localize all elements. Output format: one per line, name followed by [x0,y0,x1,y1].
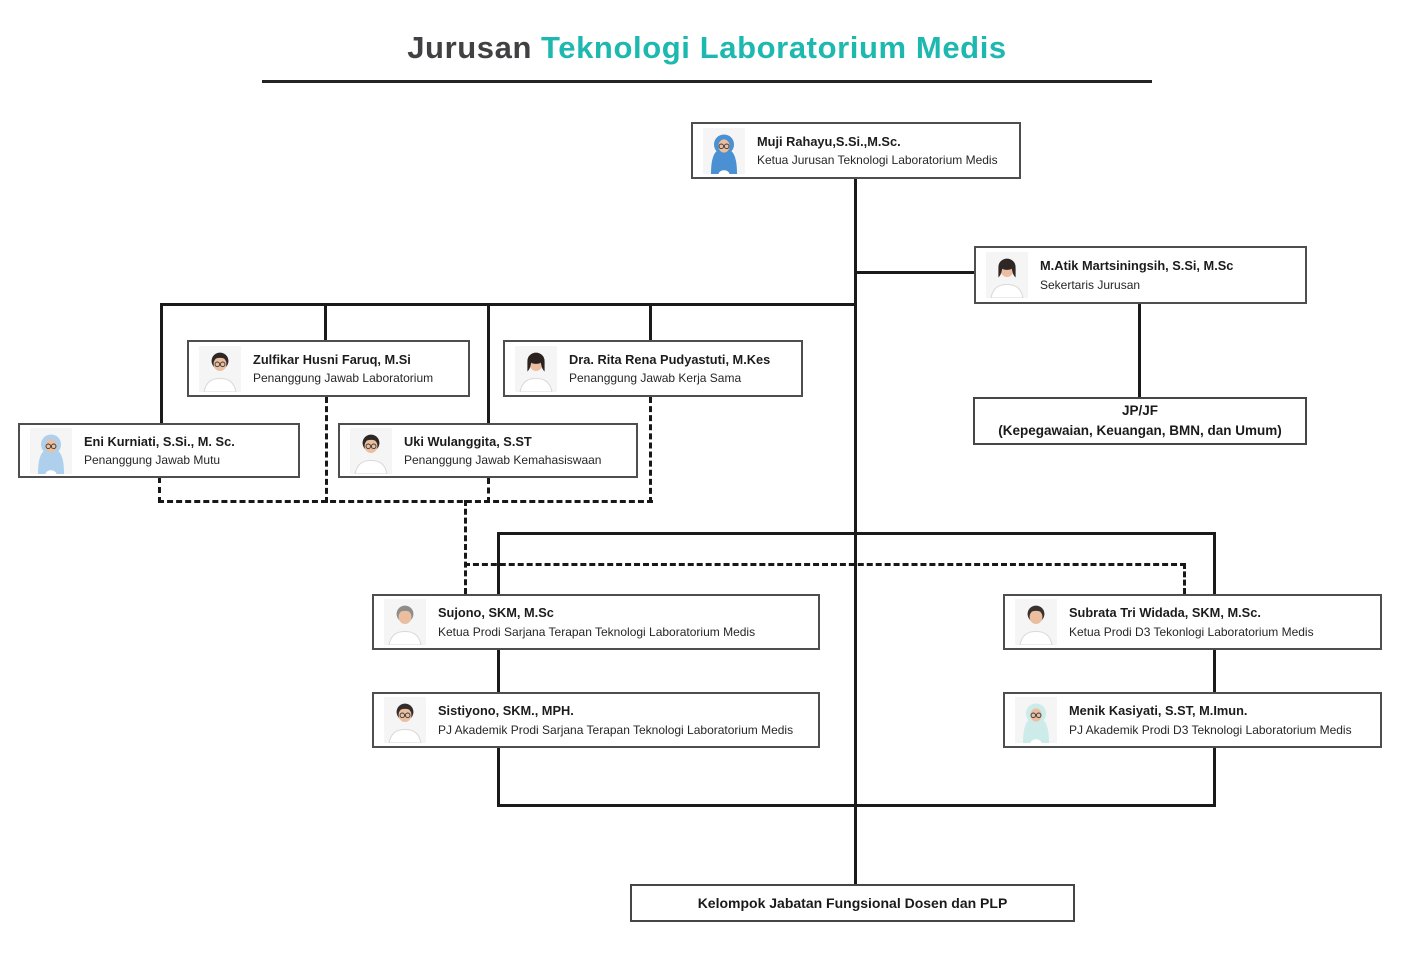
line-prodi-loop-top [497,532,1216,535]
card-pj-akademik-sarjana-terapan [372,692,820,748]
profile-photo [30,428,72,474]
person-name: Muji Rahayu,S.Si.,M.Sc. [757,133,901,149]
person-role: Ketua Prodi D3 Tekonlogi Laboratorium Medis [1069,624,1314,639]
line-riser-pj-mutu [160,303,163,423]
profile-photo [384,599,426,645]
dashed-drop-to-kaprodi-d3 [1183,563,1186,594]
profile-photo [515,346,557,392]
person-name: Eni Kurniati, S.Si., M. Sc. [84,433,235,449]
line-prodi-loop-left [497,532,500,807]
card-pj-akademik-d3 [1003,692,1382,748]
person-role: Ketua Jurusan Teknologi Laboratorium Medis [757,153,998,168]
card-pj-laboratorium [187,340,470,397]
profile-photo [986,252,1028,298]
person-role: PJ Akademik Prodi D3 Teknologi Laboratorium Medis [1069,722,1352,737]
dashed-bus-to-kaprodi-d3 [464,563,1186,566]
person-name: Menik Kasiyati, S.ST, M.Imun. [1069,703,1248,719]
person-name: Dra. Rita Rena Pudyastuti, M.Kes [569,351,771,367]
card-pj-mutu [18,423,300,478]
card-kaprodi-d3 [1003,594,1382,650]
dashed-drop-to-kaprodi-sarjana [464,500,467,594]
jpjf-subtitle: (Kepegawaian, Keuangan, BMN, dan Umum) [998,423,1282,438]
profile-photo [199,346,241,392]
page-title-prefix: Jurusan [407,30,533,65]
line-sekretaris-horizontal [855,271,974,274]
line-prodi-loop-bottom [497,804,1216,807]
box-jpjf [973,397,1307,445]
kelompok-label: Kelompok Jabatan Fungsional Dosen dan PLP [697,895,1008,911]
card-pj-kerja-sama [503,340,803,397]
line-prodi-loop-right [1213,532,1216,807]
line-main-vertical [854,178,857,884]
card-sekretaris-jurusan [974,246,1307,304]
line-riser-pj-kerja-sama [649,303,652,340]
dashed-drop-pj-laboratorium [325,397,328,503]
person-role: PJ Akademik Prodi Sarjana Terapan Teknologi Laboratorium Medis [438,722,794,737]
person-role: Ketua Prodi Sarjana Terapan Teknologi Laboratorium Medis [438,624,756,639]
line-riser-pj-laboratorium [324,303,327,340]
dashed-bus-pj-row [158,500,653,503]
person-name: Sujono, SKM, M.Sc [438,605,554,621]
person-role: Penanggung Jawab Laboratorium [253,371,434,386]
person-name: Subrata Tri Widada, SKM, M.Sc. [1069,605,1261,621]
person-role: Penanggung Jawab Mutu [84,453,221,468]
box-kelompok-fungsional [630,884,1075,922]
person-name: Uki Wulanggita, S.ST [404,433,532,449]
person-name: M.Atik Martsiningsih, S.Si, M.Sc [1040,258,1234,274]
card-kaprodi-sarjana-terapan [372,594,820,650]
person-role: Sekertaris Jurusan [1040,277,1141,292]
card-pj-kemahasiswaan [338,423,638,478]
profile-photo [1015,697,1057,743]
line-pj-row-horizontal [160,303,857,306]
title-underline [262,80,1152,83]
page-title [0,30,1414,66]
dashed-drop-pj-kerja-sama [649,397,652,503]
person-name: Zulfikar Husni Faruq, M.Si [253,351,411,367]
profile-photo [703,128,745,174]
jpjf-title: JP/JF [1121,402,1159,418]
person-role: Penanggung Jawab Kerja Sama [569,371,742,386]
page-title-highlight: Teknologi Laboratorium Medis [541,30,1007,65]
profile-photo [350,428,392,474]
card-ketua-jurusan [691,122,1021,179]
line-riser-pj-kemahasiswaan [487,303,490,423]
profile-photo [384,697,426,743]
profile-photo [1015,599,1057,645]
line-sekretaris-to-jpjf [1138,304,1141,397]
person-name: Sistiyono, SKM., MPH. [438,703,574,719]
person-role: Penanggung Jawab Kemahasiswaan [404,453,602,468]
